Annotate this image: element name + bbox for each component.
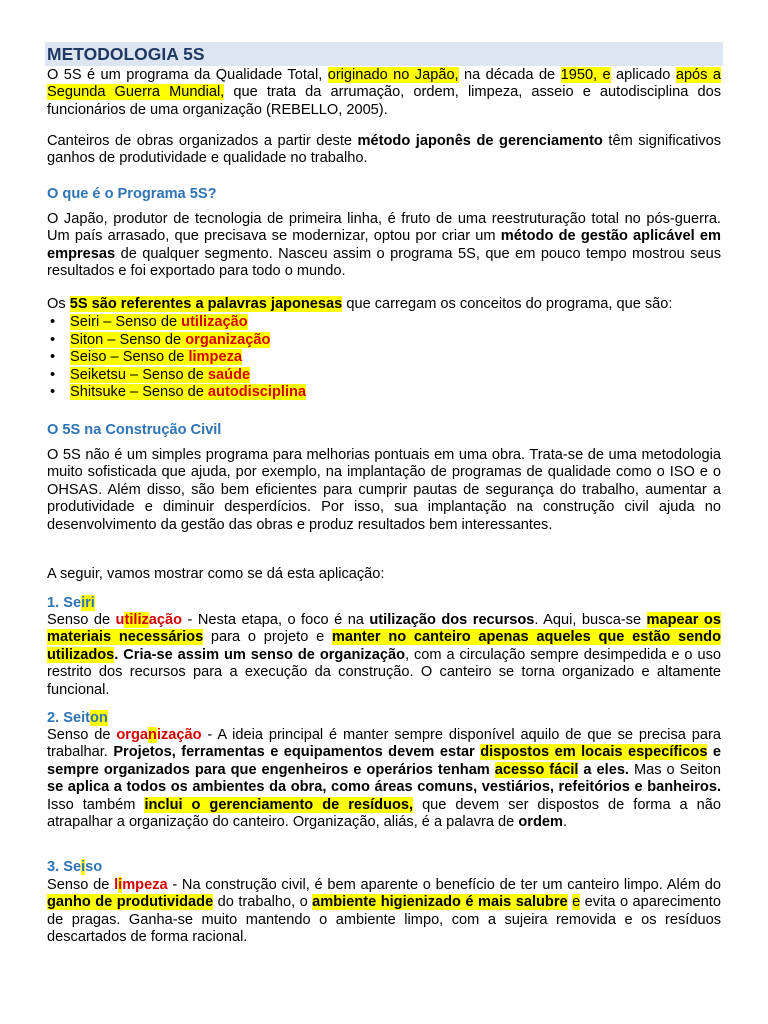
highlight-year: 1950, e (560, 67, 611, 83)
civil-paragraph: O 5S não é um simples programa para melhorias pontuais em uma obra. Trata-se de uma metodologia muito sofisticada que ajuda, por exemplo, na implantação de programas de qualidade como o ISO e o OHSAS. Além disso, são bem eficientes para cumprir pautas de segurança do trabalho, aumentar a produtividade e diminuir desperdícios. Por isso, sua implantação na construção civil ajuda no desenvolvimento da gestão das obras e produz resultados bem interessantes. (47, 447, 721, 533)
list-item (47, 332, 306, 350)
japao-paragraph (47, 211, 721, 281)
heading-civil-construction: O 5S na Construção Civil (47, 422, 222, 438)
intro-text: que trata da arrumação, ordem, limpeza, asseio e autodisciplina dos funcionários de uma organização (REBELLO, 2005). (47, 84, 721, 118)
highlight-origin: originado no Japão, (327, 67, 459, 83)
intro-paragraph (47, 67, 721, 119)
bold-method: método japonês de gerenciamento (357, 133, 603, 149)
bold-management-method: método de gestão aplicável em empresas (47, 228, 721, 262)
aseguir-paragraph: A seguir, vamos mostrar como se dá esta aplicação: (47, 566, 385, 582)
canteiros-text: Canteiros de obras organizados a partir deste (47, 133, 358, 149)
list-item-text: Siton – Senso de organização (70, 331, 271, 348)
highlight-war: após a Segunda Guerra Mundial, (47, 67, 721, 101)
list-item (47, 349, 306, 367)
list-item-text: Seiso – Senso de limpeza (70, 349, 242, 366)
intro-text: O 5S é um programa da Qualidade Total, (47, 67, 328, 83)
os5s-paragraph (47, 296, 721, 313)
list-item-text: Seiri – Senso de utilização (70, 314, 248, 330)
list-item (47, 367, 306, 385)
heading-seiton: 2. Seiton (47, 710, 108, 726)
intro-text: na década de (458, 67, 561, 83)
highlight-japanese-words: 5S são referentes a palavras japonesas (69, 296, 343, 312)
japao-text: O Japão, produtor de tecnologia de primeira linha, é fruto de uma reestruturação total no pós-guerra. Um país arrasado, que precisava se modernizar, optou por criar um (47, 211, 721, 245)
canteiros-text: têm significativos ganhos de produtividade e qualidade no trabalho. (47, 133, 721, 167)
seiri-paragraph: Senso de utilização - Nesta etapa, o foco é na utilização dos recursos. Aqui, busca-se mapear os materiais necessários para o projeto e manter no canteiro apenas aqueles que estão sendo utilizados. Cria-se assim um senso de organização, com a circulação sempre desimpedida e o uso restrito dos recursos para a execução da construção. O canteiro se torna organizado e altamente funcional. (47, 612, 721, 698)
heading-seiso: 3. Seiso (47, 859, 103, 875)
list-item (47, 314, 306, 332)
list-item-text: Shitsuke – Senso de autodisciplina (70, 384, 307, 401)
document-title: METODOLOGIA 5S (45, 42, 723, 66)
heading-what-is: O que é o Programa 5S? (47, 186, 217, 202)
senses-list (47, 314, 306, 402)
list-item (47, 384, 306, 402)
os5s-text: Os (47, 296, 70, 312)
os5s-text: que carregam os conceitos do programa, que são: (342, 296, 673, 312)
heading-seiri: 1. Seiri (47, 595, 95, 611)
seiton-paragraph: Senso de organização - A ideia principal é manter sempre disponível aquilo de que se precisa para trabalhar. Projetos, ferramentas e equipamentos devem estar dispostos em locais específicos e sempre organizados para que engenheiros e operários tenham acesso fácil a eles. Mas o Seiton se aplica a todos os ambientes da obra, como áreas comuns, vestiários, refeitórios e banheiros. Isso também inclui o gerenciamento de resíduos, que devem ser dispostos de forma a não atrapalhar a organização do canteiro. Organização, aliás, é a palavra de ordem. (47, 727, 722, 831)
canteiros-paragraph (47, 133, 721, 168)
intro-text: aplicado (610, 67, 676, 83)
japao-text: de qualquer segmento. Nasceu assim o programa 5S, que em pouco tempo mostrou seus resultados e foi exportado para todo o mundo. (47, 245, 721, 280)
seiso-paragraph: Senso de limpeza - Na construção civil, é bem aparente o benefício de ter um canteiro limpo. Além do ganho de produtividade do trabalho, o ambiente higienizado é mais salubre e evita o aparecimento de pragas. Ganha-se muito mantendo o ambiente limpo, com a sujeira removida e os resíduos descartados de forma racional. (47, 877, 721, 946)
list-item-text: Seiketsu – Senso de saúde (70, 366, 251, 383)
